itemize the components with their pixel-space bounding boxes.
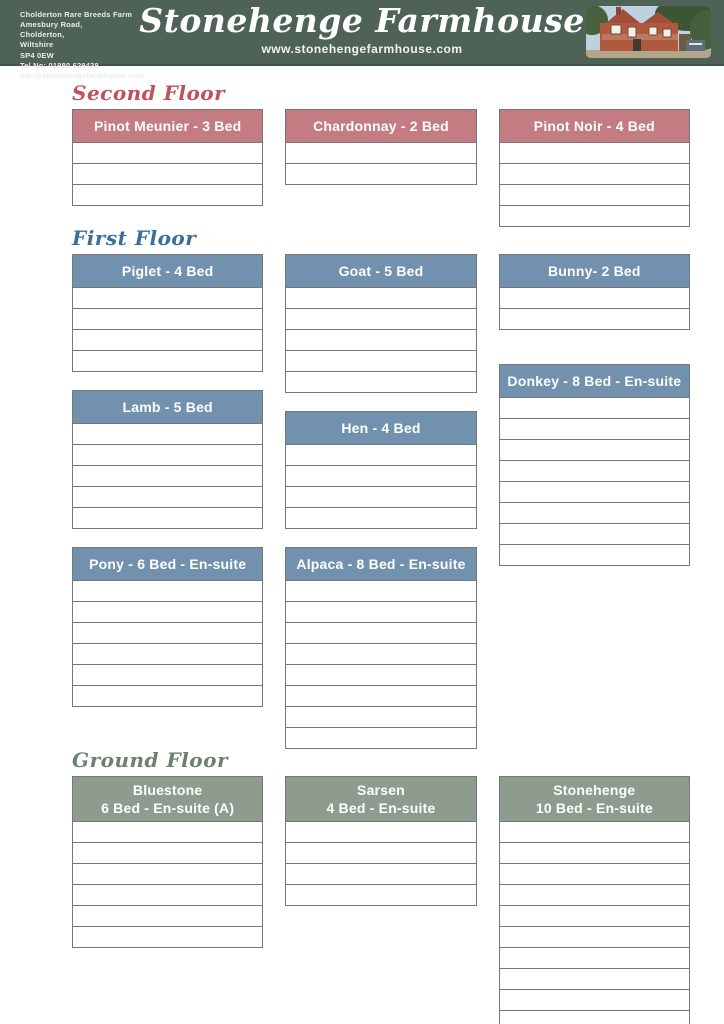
bed-name-row — [73, 842, 262, 863]
bed-name-row — [500, 968, 689, 989]
room-card-lamb-5-bed — [72, 390, 263, 529]
bed-name-row — [500, 523, 689, 544]
bed-name-row — [73, 601, 262, 622]
bed-name-row — [73, 465, 262, 486]
bed-name-row — [286, 507, 475, 528]
bed-name-row — [73, 884, 262, 905]
room-title: Bluestone — [132, 782, 203, 798]
room-card-alpaca-8-bed-en-suite — [285, 547, 476, 749]
floor-grid — [72, 109, 690, 227]
floor-column-3 — [499, 776, 690, 1024]
bed-name-row — [500, 418, 689, 439]
room-title: Bunny- 2 Bed — [548, 263, 641, 279]
floor-column-2 — [285, 109, 476, 185]
bed-name-row — [73, 308, 262, 329]
bed-name-row — [500, 544, 689, 565]
bed-name-row — [500, 142, 689, 163]
bed-name-row — [286, 308, 475, 329]
room-card-header — [500, 110, 689, 142]
bed-name-row — [500, 439, 689, 460]
room-card-header — [286, 110, 475, 142]
room-card-stonehenge — [499, 776, 690, 1024]
room-card-piglet-4-bed — [72, 254, 263, 372]
website-url: www.stonehengefarmhouse.com — [261, 42, 463, 56]
floor-grid — [72, 776, 690, 1024]
bed-name-row — [500, 989, 689, 1010]
bed-name-row — [286, 601, 475, 622]
bed-name-row — [73, 163, 262, 184]
header-banner — [0, 0, 724, 80]
room-card-header — [286, 255, 475, 287]
bed-name-row — [73, 486, 262, 507]
address-line: info@stonehengefarmhouse.com — [20, 70, 145, 80]
room-card-hen-4-bed — [285, 411, 476, 529]
bed-name-row — [73, 142, 262, 163]
floor-heading: First Floor — [72, 226, 197, 250]
room-card-bluestone — [72, 776, 263, 948]
bed-name-row — [500, 863, 689, 884]
site-title: Stonehenge Farmhouse — [139, 1, 585, 40]
address-line: Amesbury Road, — [20, 20, 83, 30]
bed-name-row — [286, 664, 475, 685]
bed-name-row — [286, 329, 475, 350]
floor-column-2 — [285, 254, 476, 749]
bed-name-row — [73, 863, 262, 884]
farm-address — [20, 10, 145, 81]
room-title: Piglet - 4 Bed — [121, 263, 214, 279]
floor-heading: Second Floor — [72, 81, 226, 105]
room-card-pinot-noir-4-bed — [499, 109, 690, 227]
floor-column-1 — [72, 254, 263, 707]
bed-name-row — [500, 184, 689, 205]
bed-name-row — [286, 371, 475, 392]
bed-name-row — [73, 287, 262, 308]
bed-name-row — [73, 580, 262, 601]
address-line: SP4 0EW — [20, 50, 54, 60]
bed-name-row — [286, 142, 475, 163]
room-card-header — [286, 412, 475, 444]
bed-name-row — [500, 947, 689, 968]
room-title: Sarsen — [357, 782, 405, 798]
bed-name-row — [286, 580, 475, 601]
bed-name-row — [500, 460, 689, 481]
room-card-header — [286, 548, 475, 580]
bed-name-row — [73, 926, 262, 947]
bed-name-row — [286, 622, 475, 643]
floor-column-3 — [499, 254, 690, 566]
floor-heading: Ground Floor — [72, 748, 228, 772]
bed-name-row — [73, 444, 262, 465]
bed-name-row — [73, 622, 262, 643]
room-title: Lamb - 5 Bed — [122, 399, 213, 415]
address-line: Cholderton, — [20, 30, 65, 40]
room-card-header — [500, 777, 689, 821]
room-title: Stonehenge — [553, 782, 636, 798]
bed-name-row — [500, 842, 689, 863]
bed-name-row — [500, 287, 689, 308]
banner-center — [139, 1, 585, 56]
room-title: Chardonnay - 2 Bed — [313, 118, 449, 134]
floor-column-3 — [499, 109, 690, 227]
floor-grid — [72, 254, 690, 749]
bed-name-row — [286, 287, 475, 308]
room-card-header — [73, 391, 262, 423]
bed-name-row — [500, 884, 689, 905]
room-card-header — [73, 777, 262, 821]
bed-name-row — [500, 905, 689, 926]
room-card-header — [73, 110, 262, 142]
room-card-pony-6-bed-en-suite — [72, 547, 263, 707]
bed-name-row — [73, 507, 262, 528]
room-card-chardonnay-2-bed — [285, 109, 476, 185]
room-card-header — [500, 255, 689, 287]
bed-name-row — [73, 329, 262, 350]
room-card-donkey-8-bed-en-suite — [499, 364, 690, 566]
room-title: Donkey - 8 Bed - En-suite — [507, 373, 682, 389]
floor-section-ground-floor — [72, 749, 690, 1024]
bed-name-row — [286, 821, 475, 842]
address-line: Tel No: 01980 629438 — [20, 60, 99, 70]
bed-name-row — [73, 184, 262, 205]
room-title: 10 Bed - En-suite — [535, 800, 653, 816]
floor-sections — [0, 82, 724, 1024]
floor-section-first-floor — [72, 227, 690, 749]
room-card-header — [286, 777, 475, 821]
bed-name-row — [73, 423, 262, 444]
address-line: Cholderton Rare Breeds Farm — [20, 10, 133, 19]
bed-name-row — [286, 163, 475, 184]
floor-column-1 — [72, 776, 263, 948]
bed-name-row — [286, 350, 475, 371]
room-card-header — [73, 548, 262, 580]
bed-name-row — [286, 486, 475, 507]
address-line: Wiltshire — [20, 40, 54, 50]
bed-name-row — [286, 884, 475, 905]
room-title: 6 Bed - En-suite (A) — [101, 800, 235, 816]
bed-name-row — [500, 821, 689, 842]
room-title: Pinot Meunier - 3 Bed — [94, 118, 242, 134]
bed-name-row — [73, 685, 262, 706]
room-title: Pinot Noir - 4 Bed — [533, 118, 655, 134]
floor-column-1 — [72, 109, 263, 206]
room-card-goat-5-bed — [285, 254, 476, 393]
bed-name-row — [286, 863, 475, 884]
bed-name-row — [500, 308, 689, 329]
bed-name-row — [286, 444, 475, 465]
bed-name-row — [500, 1010, 689, 1024]
bed-name-row — [286, 842, 475, 863]
bed-name-row — [500, 205, 689, 226]
room-card-sarsen — [285, 776, 476, 906]
bed-name-row — [286, 685, 475, 706]
bed-name-row — [73, 643, 262, 664]
bed-name-row — [73, 664, 262, 685]
room-title: Goat - 5 Bed — [338, 263, 424, 279]
bed-name-row — [73, 350, 262, 371]
floor-section-second-floor — [72, 82, 690, 227]
room-card-pinot-meunier-3-bed — [72, 109, 263, 206]
room-title: Hen - 4 Bed — [341, 420, 421, 436]
bed-name-row — [73, 905, 262, 926]
farmhouse-photo-icon — [586, 6, 711, 58]
room-card-header — [500, 365, 689, 397]
room-title: Alpaca - 8 Bed - En-suite — [296, 556, 466, 572]
bed-name-row — [500, 397, 689, 418]
room-card-header — [73, 255, 262, 287]
floor-column-2 — [285, 776, 476, 906]
room-card-bunny-2-bed — [499, 254, 690, 330]
bed-name-row — [286, 706, 475, 727]
room-title: 4 Bed - En-suite — [326, 800, 436, 816]
bed-name-row — [286, 465, 475, 486]
bed-name-row — [286, 643, 475, 664]
bed-name-row — [73, 821, 262, 842]
bed-name-row — [500, 502, 689, 523]
room-title: Pony - 6 Bed - En-suite — [89, 556, 247, 572]
bed-name-row — [286, 727, 475, 748]
bed-name-row — [500, 926, 689, 947]
bed-name-row — [500, 481, 689, 502]
bed-name-row — [500, 163, 689, 184]
